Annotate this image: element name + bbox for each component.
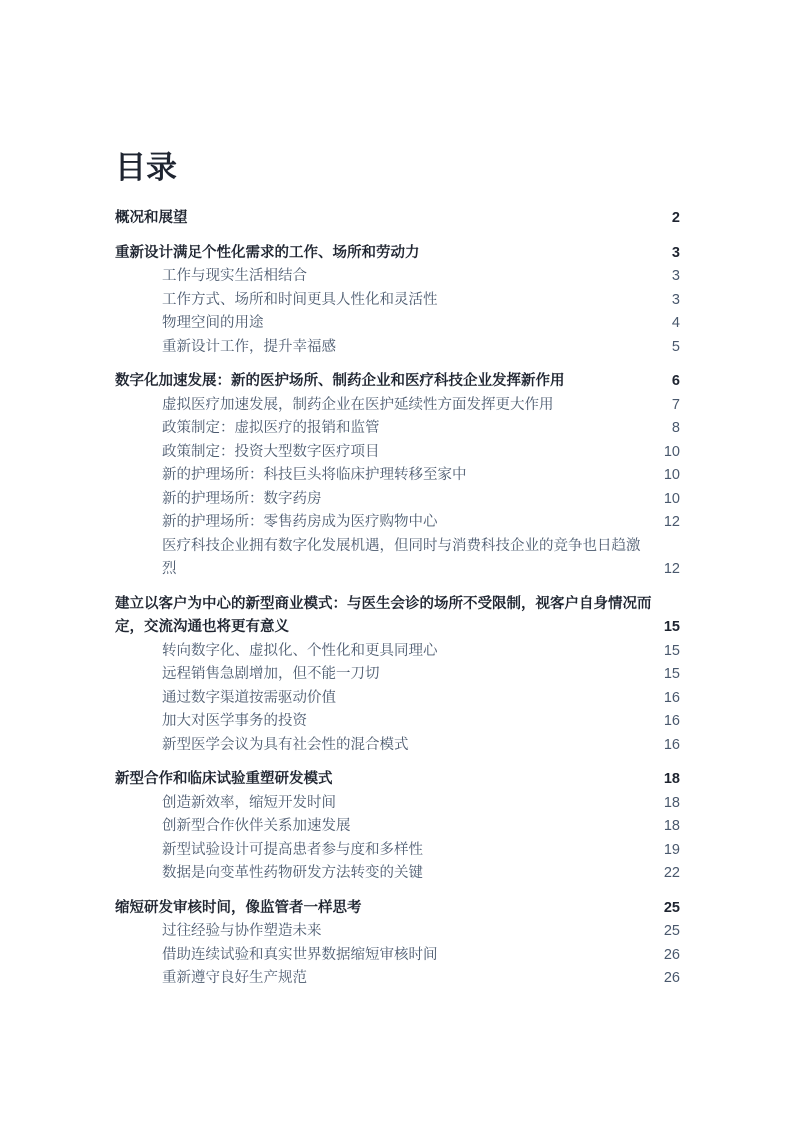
- toc-section-title: 数字化加速发展：新的医护场所、制药企业和医疗科技企业发挥新作用: [115, 373, 565, 389]
- toc-section-entry[interactable]: [115, 768, 680, 792]
- toc-section-items: [115, 792, 680, 886]
- toc-section: [115, 593, 680, 758]
- toc-item-title: 通过数字渠道按需驱动价值: [162, 689, 336, 706]
- toc-item-page-number: 18: [663, 818, 680, 834]
- toc-item-title: 医疗科技企业拥有数字化发展机遇，但同时与消费科技企业的竞争也日趋激烈: [162, 537, 641, 577]
- toc-item-entry[interactable]: [115, 265, 680, 289]
- toc-item-title: 工作方式、场所和时间更具人性化和灵活性: [162, 291, 438, 308]
- toc-item-title: 转向数字化、虚拟化、个性化和更具同理心: [162, 642, 438, 659]
- toc-item-entry[interactable]: [115, 862, 680, 886]
- toc-item-page-number: 8: [671, 420, 680, 436]
- toc-item-title: 新的护理场所：科技巨头将临床护理转移至家中: [162, 467, 467, 483]
- toc-item-title: 物理空间的用途: [162, 315, 264, 331]
- toc-item-page-number: 12: [663, 561, 680, 577]
- toc-section: [115, 370, 680, 582]
- toc-item-title: 新的护理场所：数字药房: [162, 490, 322, 507]
- toc-section-items: [115, 394, 680, 582]
- toc-item-page-number: 15: [663, 642, 680, 659]
- toc-section: [115, 897, 680, 991]
- toc-item-entry[interactable]: [115, 944, 680, 968]
- toc-item-title: 新的护理场所：零售药房成为医疗购物中心: [162, 514, 438, 530]
- page-title: 目录: [115, 150, 177, 185]
- toc-item-page-number: 18: [663, 794, 680, 811]
- toc-item-entry[interactable]: [115, 535, 680, 582]
- toc-item-page-number: 3: [671, 291, 680, 308]
- toc-item-entry[interactable]: [115, 734, 680, 758]
- toc-section-items: [115, 640, 680, 758]
- toc-item-page-number: 16: [663, 689, 680, 706]
- toc-item-title: 过往经验与协作塑造未来: [162, 923, 322, 939]
- toc-item-page-number: 26: [663, 970, 680, 986]
- toc-item-page-number: 25: [663, 923, 680, 939]
- toc-item-title: 创新型合作伙伴关系加速发展: [162, 818, 351, 834]
- toc-item-title: 政策制定：投资大型数字医疗项目: [162, 443, 380, 460]
- toc-section-title: 新型合作和临床试验重塑研发模式: [115, 771, 333, 787]
- toc-item-page-number: 4: [671, 315, 680, 331]
- toc-item-title: 数据是向变革性药物研发方法转变的关键: [162, 865, 423, 881]
- toc-item-entry[interactable]: [115, 464, 680, 488]
- toc-item-page-number: 10: [663, 443, 680, 460]
- toc-section-items: [115, 920, 680, 991]
- toc-item-entry[interactable]: [115, 312, 680, 336]
- toc-section-title: 概况和展望: [115, 210, 188, 226]
- toc-page: [115, 150, 680, 991]
- toc-item-page-number: 16: [663, 713, 680, 729]
- toc-item-entry[interactable]: [115, 441, 680, 465]
- toc-section-page-number: 15: [663, 619, 680, 635]
- toc-section-items: [115, 265, 680, 359]
- toc-item-page-number: 3: [671, 268, 680, 284]
- toc-item-title: 加大对医学事务的投资: [162, 713, 307, 729]
- toc-section-page-number: 18: [663, 771, 680, 787]
- toc-section-page-number: 6: [671, 373, 680, 389]
- toc-section: [115, 242, 680, 360]
- toc-item-entry[interactable]: [115, 920, 680, 944]
- toc-section-entry[interactable]: [115, 370, 680, 394]
- toc-item-page-number: 15: [663, 666, 680, 682]
- toc-item-title: 远程销售急剧增加，但不能一刀切: [162, 666, 380, 682]
- toc-section-page-number: 2: [671, 210, 680, 226]
- toc-section-entry[interactable]: [115, 897, 680, 921]
- toc-item-title: 新型试验设计可提高患者参与度和多样性: [162, 841, 423, 858]
- toc-section: [115, 207, 680, 231]
- toc-section-title: 重新设计满足个性化需求的工作、场所和劳动力: [115, 244, 420, 261]
- toc-item-page-number: 26: [663, 946, 680, 963]
- toc-section-title: 建立以客户为中心的新型商业模式：与医生会诊的场所不受限制，视客户自身情况而定，交流沟通也将更有意义: [115, 595, 652, 635]
- toc-item-entry[interactable]: [115, 417, 680, 441]
- toc-item-entry[interactable]: [115, 289, 680, 313]
- toc-item-page-number: 22: [663, 865, 680, 881]
- toc-item-title: 借助连续试验和真实世界数据缩短审核时间: [162, 946, 438, 963]
- toc-section: [115, 768, 680, 886]
- toc-item-page-number: 10: [663, 467, 680, 483]
- toc-item-page-number: 7: [671, 396, 680, 413]
- toc-item-entry[interactable]: [115, 815, 680, 839]
- toc-item-title: 新型医学会议为具有社会性的混合模式: [162, 736, 409, 753]
- toc-item-title: 创造新效率，缩短开发时间: [162, 794, 336, 811]
- toc-item-entry[interactable]: [115, 488, 680, 512]
- toc-item-page-number: 10: [663, 490, 680, 507]
- toc-item-title: 虚拟医疗加速发展，制药企业在医护延续性方面发挥更大作用: [162, 396, 554, 413]
- toc-item-page-number: 5: [671, 338, 680, 355]
- toc-item-entry[interactable]: [115, 710, 680, 734]
- toc-section-entry[interactable]: [115, 207, 680, 231]
- toc-item-entry[interactable]: [115, 663, 680, 687]
- toc-item-title: 政策制定：虚拟医疗的报销和监管: [162, 420, 380, 436]
- toc-item-entry[interactable]: [115, 511, 680, 535]
- toc-item-title: 工作与现实生活相结合: [162, 268, 307, 284]
- toc-section-page-number: 25: [663, 899, 680, 916]
- toc-item-entry[interactable]: [115, 839, 680, 863]
- toc-section-entry[interactable]: [115, 593, 680, 640]
- toc-item-entry[interactable]: [115, 792, 680, 816]
- toc-item-entry[interactable]: [115, 336, 680, 360]
- toc-section-title: 缩短研发审核时间，像监管者一样思考: [115, 899, 362, 916]
- toc-item-page-number: 16: [663, 736, 680, 753]
- toc-item-entry[interactable]: [115, 640, 680, 664]
- toc-item-page-number: 19: [663, 841, 680, 858]
- toc-item-entry[interactable]: [115, 687, 680, 711]
- toc-section-page-number: 3: [671, 244, 680, 261]
- toc-item-entry[interactable]: [115, 394, 680, 418]
- toc-item-title: 重新设计工作，提升幸福感: [162, 338, 336, 355]
- toc-item-page-number: 12: [663, 514, 680, 530]
- table-of-contents: [115, 207, 680, 991]
- toc-section-entry[interactable]: [115, 242, 680, 266]
- toc-item-entry[interactable]: [115, 967, 680, 991]
- toc-item-title: 重新遵守良好生产规范: [162, 970, 307, 986]
